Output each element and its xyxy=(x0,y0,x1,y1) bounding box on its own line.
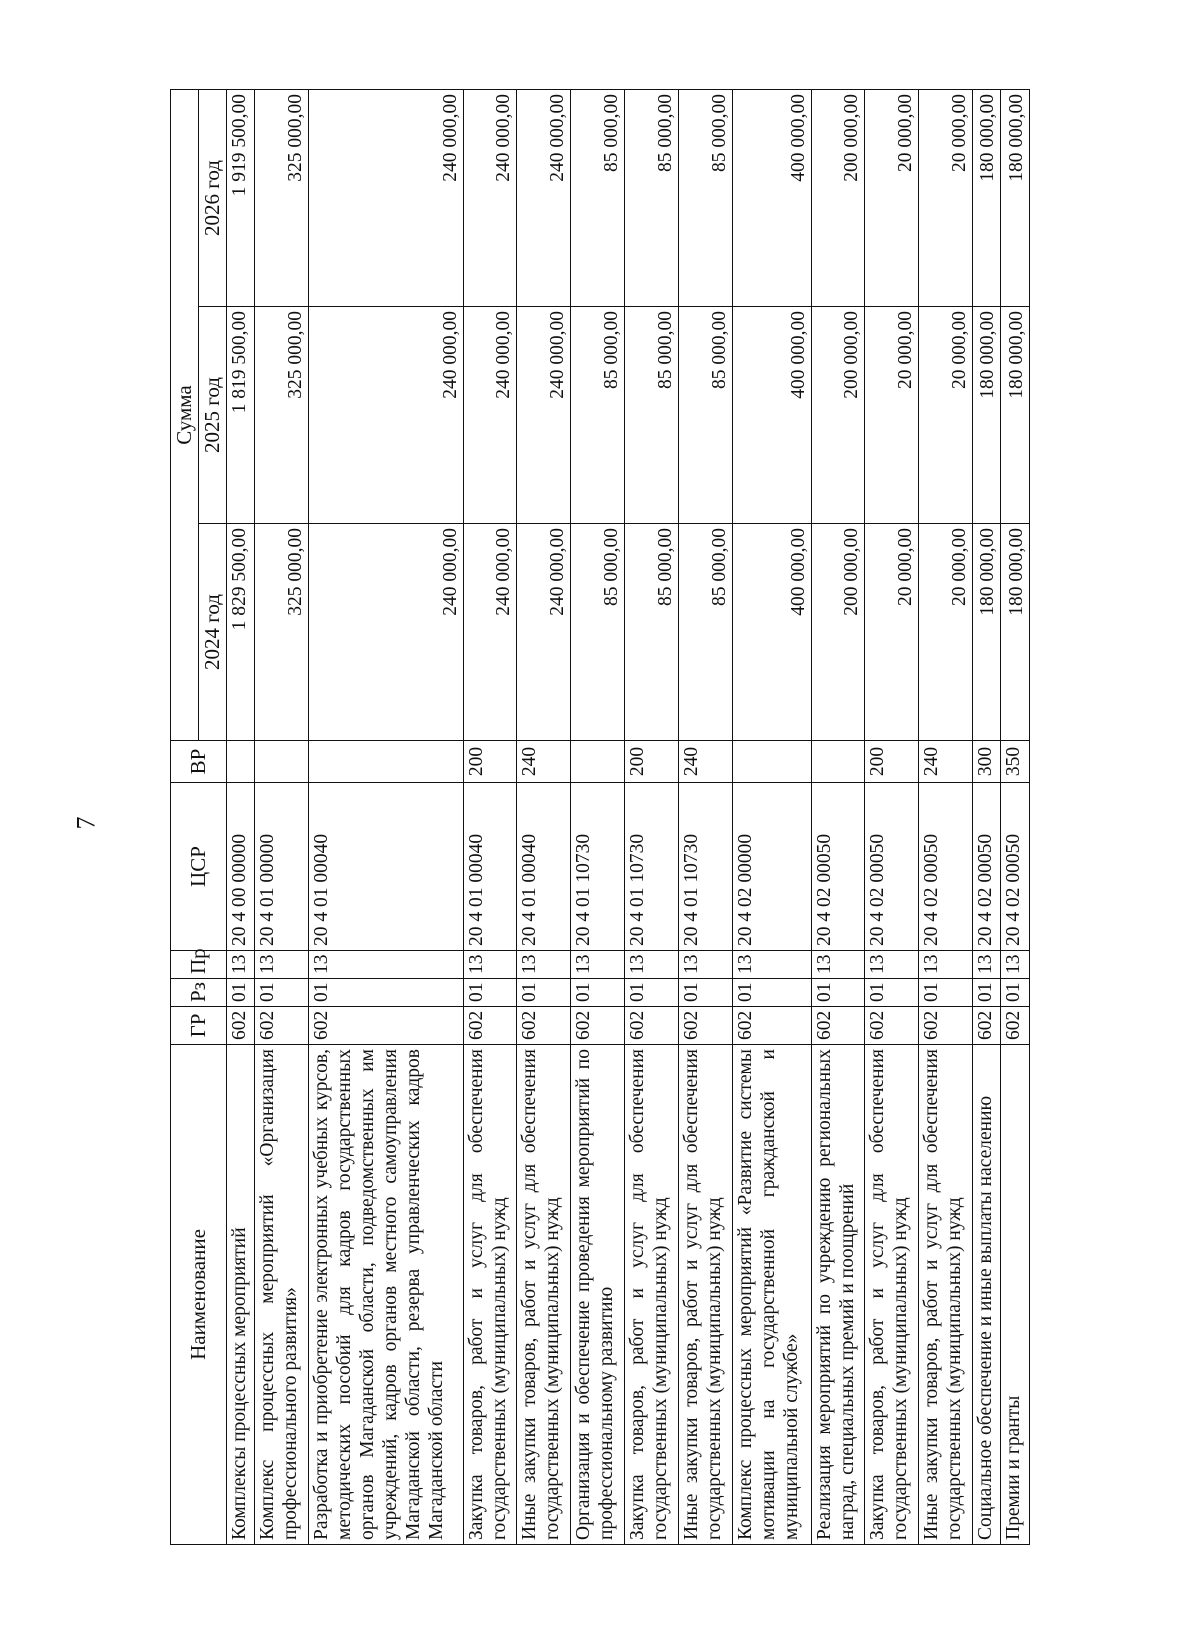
cell-sum-2025: 240 000,00 xyxy=(517,307,571,524)
cell-gr: 602 xyxy=(865,1007,919,1045)
cell-pr: 13 xyxy=(811,951,865,979)
cell-sum-2026: 240 000,00 xyxy=(308,89,463,306)
cell-rz: 01 xyxy=(811,979,865,1007)
cell-gr: 602 xyxy=(972,1007,1001,1045)
cell-sum-2024: 325 000,00 xyxy=(255,524,309,741)
table-row xyxy=(972,89,1001,1544)
cell-sum-2025: 180 000,00 xyxy=(1001,307,1030,524)
cell-sum-2024: 1 829 500,00 xyxy=(226,524,255,741)
cell-rz: 01 xyxy=(678,979,732,1007)
cell-csr: 20 4 00 00000 xyxy=(226,783,255,951)
cell-vr xyxy=(226,741,255,783)
table-body xyxy=(226,89,1029,1544)
header-year-2025: 2025 год xyxy=(198,307,226,524)
cell-gr: 602 xyxy=(919,1007,973,1045)
cell-pr: 13 xyxy=(308,951,463,979)
cell-sum-2026: 400 000,00 xyxy=(732,89,811,306)
cell-name: Комплексы процессных мероприятий xyxy=(226,1045,255,1545)
cell-rz: 01 xyxy=(1001,979,1030,1007)
cell-sum-2025: 400 000,00 xyxy=(732,307,811,524)
cell-csr: 20 4 01 10730 xyxy=(571,783,625,951)
cell-sum-2026: 180 000,00 xyxy=(972,89,1001,306)
cell-rz: 01 xyxy=(865,979,919,1007)
cell-sum-2025: 20 000,00 xyxy=(865,307,919,524)
cell-vr: 200 xyxy=(624,741,678,783)
table-row xyxy=(255,89,309,1544)
cell-sum-2026: 85 000,00 xyxy=(571,89,625,306)
cell-csr: 20 4 02 00050 xyxy=(1001,783,1030,951)
cell-vr xyxy=(732,741,811,783)
cell-pr: 13 xyxy=(678,951,732,979)
cell-name: Комплекс процессных мероприятий «Организация профессионального развития» xyxy=(255,1045,309,1545)
cell-rz: 01 xyxy=(255,979,309,1007)
cell-name: Иные закупки товаров, работ и услуг для обеспечения государственных (муниципальных) нужд xyxy=(517,1045,571,1545)
table-row xyxy=(463,89,517,1544)
cell-csr: 20 4 01 00040 xyxy=(463,783,517,951)
cell-csr: 20 4 01 00040 xyxy=(517,783,571,951)
cell-sum-2026: 85 000,00 xyxy=(624,89,678,306)
cell-pr: 13 xyxy=(972,951,1001,979)
cell-rz: 01 xyxy=(308,979,463,1007)
cell-pr: 13 xyxy=(255,951,309,979)
header-year-2026: 2026 год xyxy=(198,89,226,306)
cell-rz: 01 xyxy=(624,979,678,1007)
table-row xyxy=(1001,89,1030,1544)
cell-pr: 13 xyxy=(732,951,811,979)
cell-sum-2024: 20 000,00 xyxy=(865,524,919,741)
cell-csr: 20 4 02 00050 xyxy=(972,783,1001,951)
cell-sum-2025: 85 000,00 xyxy=(624,307,678,524)
cell-gr: 602 xyxy=(1001,1007,1030,1045)
header-rz: Рз xyxy=(171,979,227,1007)
cell-sum-2026: 20 000,00 xyxy=(865,89,919,306)
cell-pr: 13 xyxy=(571,951,625,979)
cell-sum-2025: 180 000,00 xyxy=(972,307,1001,524)
cell-vr xyxy=(571,741,625,783)
cell-gr: 602 xyxy=(811,1007,865,1045)
header-year-2024: 2024 год xyxy=(198,524,226,741)
table-row xyxy=(919,89,973,1544)
header-gr: ГР xyxy=(171,1007,227,1045)
cell-sum-2024: 240 000,00 xyxy=(308,524,463,741)
page-number: 7 xyxy=(71,816,101,830)
cell-gr: 602 xyxy=(732,1007,811,1045)
cell-vr: 240 xyxy=(919,741,973,783)
cell-gr: 602 xyxy=(255,1007,309,1045)
cell-name: Закупка товаров, работ и услуг для обеспечения государственных (муниципальных) нужд xyxy=(624,1045,678,1545)
cell-sum-2024: 85 000,00 xyxy=(678,524,732,741)
table-row xyxy=(678,89,732,1544)
cell-csr: 20 4 02 00050 xyxy=(865,783,919,951)
table-row xyxy=(624,89,678,1544)
header-pr: Пр xyxy=(171,951,227,979)
cell-vr xyxy=(255,741,309,783)
cell-csr: 20 4 01 00000 xyxy=(255,783,309,951)
rotated-page xyxy=(170,90,1030,1545)
cell-sum-2026: 240 000,00 xyxy=(517,89,571,306)
cell-sum-2024: 180 000,00 xyxy=(1001,524,1030,741)
header-csr: ЦСР xyxy=(171,783,227,951)
table-row xyxy=(811,89,865,1544)
cell-vr: 240 xyxy=(678,741,732,783)
cell-pr: 13 xyxy=(517,951,571,979)
cell-sum-2026: 20 000,00 xyxy=(919,89,973,306)
cell-rz: 01 xyxy=(517,979,571,1007)
cell-sum-2026: 240 000,00 xyxy=(463,89,517,306)
cell-gr: 602 xyxy=(678,1007,732,1045)
table-row xyxy=(308,89,463,1544)
cell-vr: 200 xyxy=(865,741,919,783)
cell-sum-2024: 240 000,00 xyxy=(517,524,571,741)
cell-csr: 20 4 01 00040 xyxy=(308,783,463,951)
budget-table xyxy=(170,89,1030,1545)
cell-name: Закупка товаров, работ и услуг для обеспечения государственных (муниципальных) нужд xyxy=(463,1045,517,1545)
cell-sum-2024: 200 000,00 xyxy=(811,524,865,741)
cell-sum-2025: 85 000,00 xyxy=(678,307,732,524)
cell-name: Закупка товаров, работ и услуг для обеспечения государственных (муниципальных) нужд xyxy=(865,1045,919,1545)
cell-sum-2025: 85 000,00 xyxy=(571,307,625,524)
table-row xyxy=(571,89,625,1544)
cell-gr: 602 xyxy=(226,1007,255,1045)
cell-rz: 01 xyxy=(571,979,625,1007)
cell-name: Иные закупки товаров, работ и услуг для обеспечения государственных (муниципальных) нужд xyxy=(919,1045,973,1545)
cell-vr: 240 xyxy=(517,741,571,783)
cell-rz: 01 xyxy=(972,979,1001,1007)
cell-name: Организация и обеспечение проведения мероприятий по профессиональному развитию xyxy=(571,1045,625,1545)
header-row xyxy=(171,89,199,1544)
cell-rz: 01 xyxy=(226,979,255,1007)
cell-csr: 20 4 01 10730 xyxy=(678,783,732,951)
table-row xyxy=(732,89,811,1544)
cell-pr: 13 xyxy=(919,951,973,979)
cell-csr: 20 4 02 00050 xyxy=(811,783,865,951)
cell-sum-2025: 325 000,00 xyxy=(255,307,309,524)
cell-pr: 13 xyxy=(463,951,517,979)
cell-csr: 20 4 02 00050 xyxy=(919,783,973,951)
cell-sum-2024: 85 000,00 xyxy=(624,524,678,741)
cell-sum-2025: 240 000,00 xyxy=(463,307,517,524)
cell-vr xyxy=(308,741,463,783)
cell-rz: 01 xyxy=(732,979,811,1007)
cell-csr: 20 4 01 10730 xyxy=(624,783,678,951)
cell-pr: 13 xyxy=(865,951,919,979)
header-sum: Сумма xyxy=(171,89,199,740)
cell-pr: 13 xyxy=(226,951,255,979)
cell-gr: 602 xyxy=(463,1007,517,1045)
cell-csr: 20 4 02 00000 xyxy=(732,783,811,951)
table-row xyxy=(865,89,919,1544)
cell-name: Разработка и приобретение электронных учебных курсов, методических пособий для кадров государственных органов Магаданской области, подведомственных им учреждений, кадров органов местного самоуправления Магаданской области, резерва управленческих кадров Магаданской области xyxy=(308,1045,463,1545)
cell-sum-2024: 20 000,00 xyxy=(919,524,973,741)
cell-name: Комплекс процессных мероприятий «Развитие системы мотивации на государственной гражданской и муниципальной службе» xyxy=(732,1045,811,1545)
cell-sum-2024: 85 000,00 xyxy=(571,524,625,741)
cell-vr: 300 xyxy=(972,741,1001,783)
cell-sum-2026: 325 000,00 xyxy=(255,89,309,306)
cell-gr: 602 xyxy=(308,1007,463,1045)
cell-gr: 602 xyxy=(517,1007,571,1045)
cell-vr: 200 xyxy=(463,741,517,783)
cell-vr: 350 xyxy=(1001,741,1030,783)
cell-sum-2025: 240 000,00 xyxy=(308,307,463,524)
cell-name: Социальное обеспечение и иные выплаты населению xyxy=(972,1045,1001,1545)
cell-sum-2024: 240 000,00 xyxy=(463,524,517,741)
cell-rz: 01 xyxy=(919,979,973,1007)
cell-name: Реализация мероприятий по учреждению региональных наград, специальных премий и поощрений xyxy=(811,1045,865,1545)
cell-pr: 13 xyxy=(624,951,678,979)
table-row xyxy=(226,89,255,1544)
cell-sum-2026: 200 000,00 xyxy=(811,89,865,306)
header-vr: ВР xyxy=(171,741,227,783)
cell-sum-2025: 1 819 500,00 xyxy=(226,307,255,524)
cell-sum-2024: 400 000,00 xyxy=(732,524,811,741)
cell-vr xyxy=(811,741,865,783)
cell-sum-2025: 20 000,00 xyxy=(919,307,973,524)
cell-gr: 602 xyxy=(571,1007,625,1045)
cell-name: Иные закупки товаров, работ и услуг для обеспечения государственных (муниципальных) нужд xyxy=(678,1045,732,1545)
header-name: Наименование xyxy=(171,1045,227,1545)
cell-rz: 01 xyxy=(463,979,517,1007)
cell-sum-2026: 180 000,00 xyxy=(1001,89,1030,306)
cell-gr: 602 xyxy=(624,1007,678,1045)
cell-sum-2025: 200 000,00 xyxy=(811,307,865,524)
cell-pr: 13 xyxy=(1001,951,1030,979)
cell-sum-2024: 180 000,00 xyxy=(972,524,1001,741)
cell-name: Премии и гранты xyxy=(1001,1045,1030,1545)
cell-sum-2026: 85 000,00 xyxy=(678,89,732,306)
table-row xyxy=(517,89,571,1544)
cell-sum-2026: 1 919 500,00 xyxy=(226,89,255,306)
